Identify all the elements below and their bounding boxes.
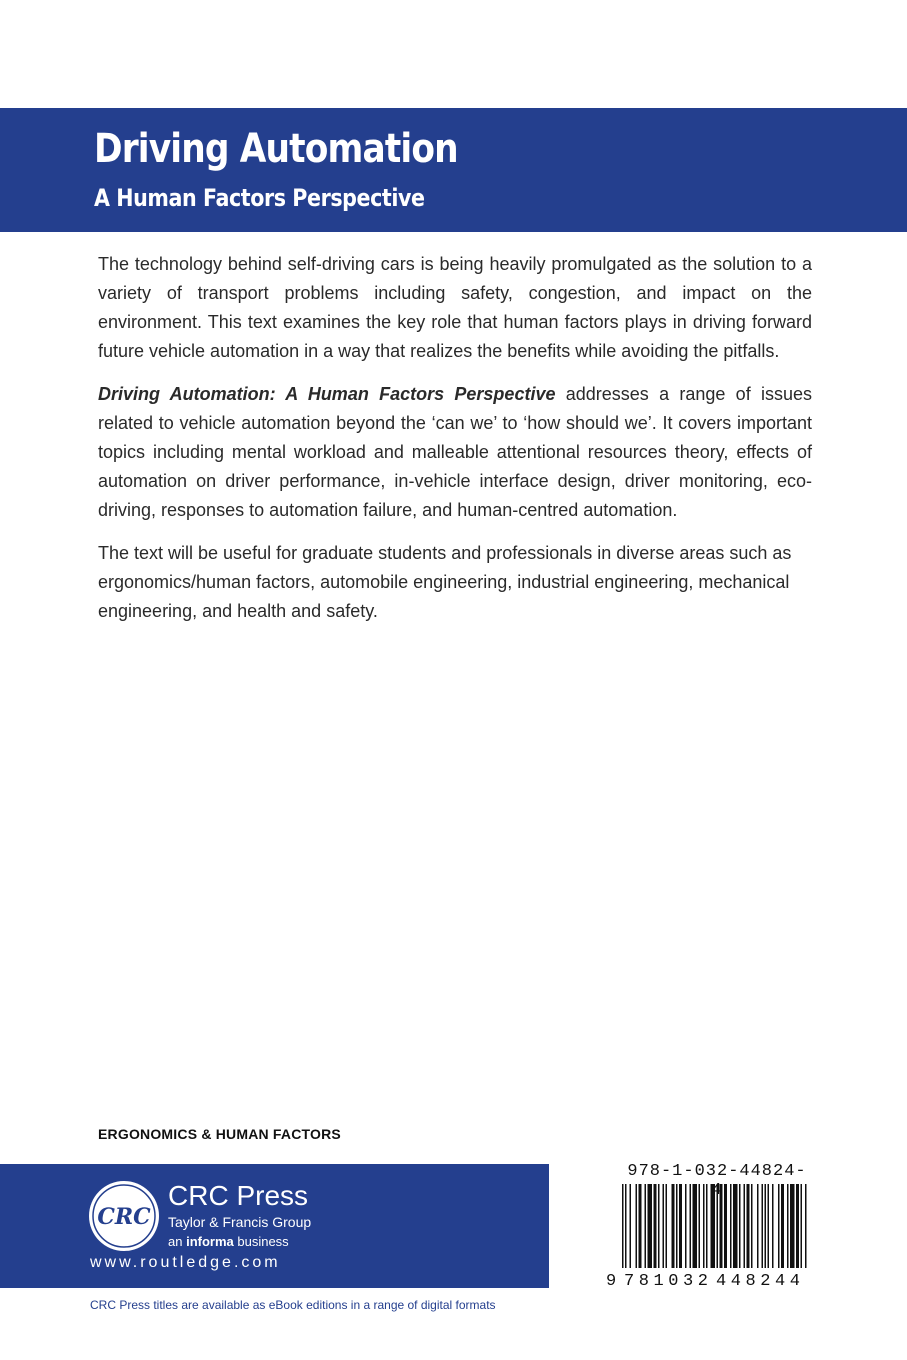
ebook-note: CRC Press titles are available as eBook editions in a range of digital formats [90, 1298, 496, 1312]
barcode-bar [765, 1184, 767, 1268]
barcode-bar [645, 1184, 647, 1268]
tagline-prefix: an [168, 1234, 187, 1249]
barcode-bar [751, 1184, 753, 1268]
barcode-bar [679, 1184, 682, 1268]
barcode-bar [703, 1184, 705, 1268]
barcode-left-digits: 781032 [624, 1272, 708, 1288]
barcode-bar [672, 1184, 675, 1268]
barcode-bar [711, 1184, 716, 1268]
publisher-group: Taylor & Francis Group [168, 1214, 312, 1230]
barcode-bar [720, 1184, 723, 1268]
barcode-bar [733, 1184, 738, 1268]
book-title: Driving Automation [94, 126, 458, 172]
barcode-bar [630, 1184, 632, 1268]
barcode-bar [781, 1184, 784, 1268]
barcode-bar [693, 1184, 698, 1268]
publisher-band [0, 1164, 549, 1288]
barcode-bar [744, 1184, 746, 1268]
barcode-bar [787, 1184, 789, 1268]
barcode-bar [747, 1184, 750, 1268]
barcode-bar [757, 1184, 759, 1268]
barcode-bar [625, 1184, 627, 1268]
barcode-bar [706, 1184, 708, 1268]
description-paragraph-2 [98, 380, 812, 525]
barcode-bar [690, 1184, 692, 1268]
barcode-bar [676, 1184, 678, 1268]
crc-logo-text: CRC [97, 1204, 151, 1230]
series-label: ERGONOMICS & HUMAN FACTORS [98, 1126, 341, 1142]
description-title-emphasis: Driving Automation: A Human Factors Perspective [98, 384, 556, 404]
barcode-bar [658, 1184, 660, 1268]
barcode-lead-digit: 9 [606, 1272, 617, 1288]
publisher-name: CRC Press [168, 1180, 309, 1211]
barcode-bar [790, 1184, 795, 1268]
barcode-bar [663, 1184, 665, 1268]
publisher-url[interactable]: www.routledge.com [90, 1254, 281, 1271]
description-paragraph-1: The technology behind self-driving cars is being heavily promulgated as the solution to a variety of transport problems including safety, congestion, and impact on the environment. This text examines the key role that human factors plays in driving forward future vehicle automation in a way that realizes the benefits while avoiding the pitfalls. [98, 254, 812, 361]
publisher-tagline [168, 1234, 289, 1249]
barcode-bar [739, 1184, 741, 1268]
barcode-bar [778, 1184, 780, 1268]
barcode-bar [724, 1184, 727, 1268]
barcode-bar [717, 1184, 719, 1268]
tagline-brand: informa [186, 1234, 234, 1249]
barcode-bar [622, 1184, 624, 1268]
barcode-bar [666, 1184, 668, 1268]
barcode-bar [636, 1184, 638, 1268]
barcode-bar [801, 1184, 803, 1268]
barcode-right-digits: 448244 [716, 1272, 800, 1288]
barcode-bar [772, 1184, 774, 1268]
title-band [0, 108, 907, 232]
barcode-bar [762, 1184, 764, 1268]
description-paragraph-2-text: addresses a range of issues related to vehicle automation beyond the ‘can we’ to ‘how should we’. It covers important topics including mental workload and malleable attentional resources theory, effects of automation on driver performance, in-vehicle interface design, driver monitoring, eco-driving, responses to automation failure, and human-centred automation. [98, 384, 812, 520]
barcode-bar [648, 1184, 653, 1268]
barcode-bar [796, 1184, 799, 1268]
book-subtitle: A Human Factors Perspective [94, 184, 425, 212]
barcode-bar [768, 1184, 770, 1268]
isbn-text: 978-1-032-44824-4 [627, 1162, 807, 1200]
barcode [604, 1184, 812, 1288]
book-description [98, 250, 812, 640]
barcode-bar [685, 1184, 687, 1268]
barcode-bar [730, 1184, 732, 1268]
barcode-bar [805, 1184, 807, 1268]
tagline-suffix: business [233, 1234, 289, 1249]
barcode-bar [654, 1184, 657, 1268]
barcode-bars [622, 1184, 807, 1268]
crc-logo-icon [88, 1180, 160, 1252]
barcode-bar [639, 1184, 642, 1268]
description-paragraph-3: The text will be useful for graduate students and professionals in diverse areas such as ergonomics/human factors, automobile engineering, industrial engineering, mechanical engineering, and health and safety. [98, 543, 792, 621]
barcode-bar [699, 1184, 701, 1268]
